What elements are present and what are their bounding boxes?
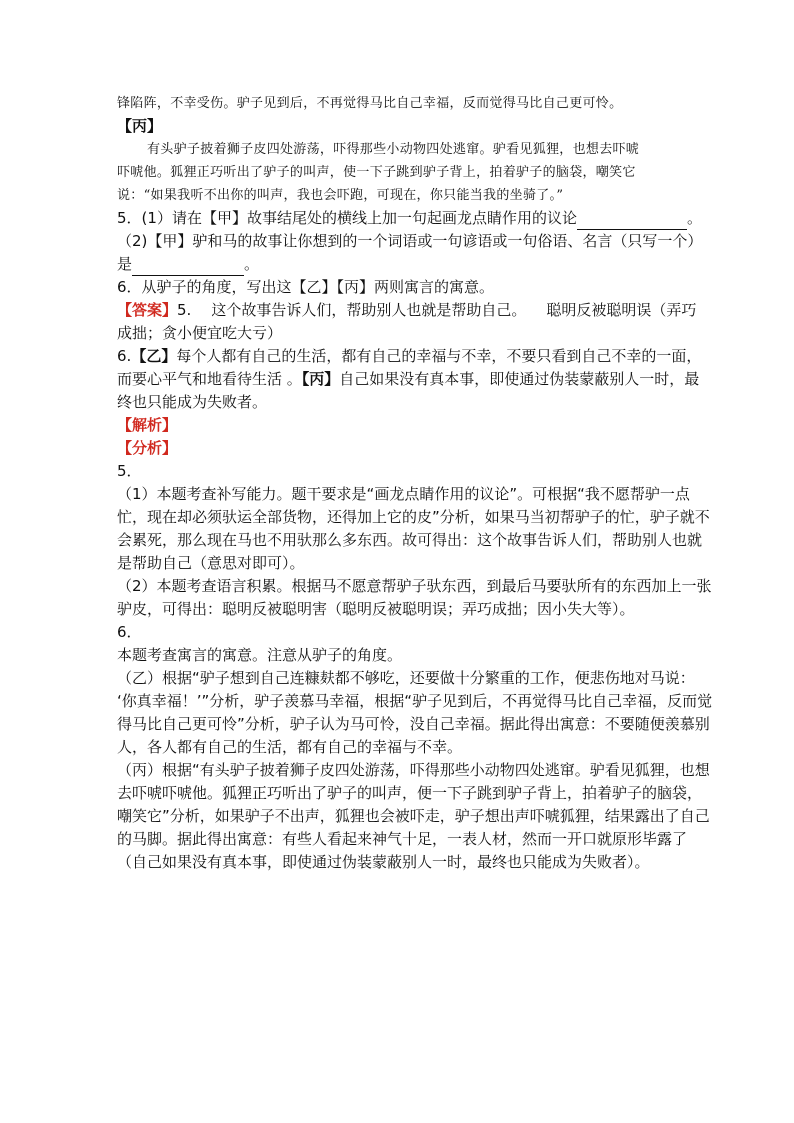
bing-line-2: 吓唬他。狐狸正巧听出了驴子的叫声，使一下子跳到驴子背上，拍着驴子的脑袋，嘲笑它 bbox=[117, 165, 636, 180]
analysis-p5-line-4: 的马脚。据此得出寓意：有些人看起来神气十足，一表人材，然而一开口就原形毕露了 bbox=[117, 830, 688, 848]
answer-6-text-2b: 自己如果没有真本事，即使通过伪装蒙蔽别人一时，最 bbox=[339, 370, 700, 388]
analysis-p5-line-5: （自己如果没有真本事，即使通过伪装蒙蔽别人一时，最终也只能成为失败者）。 bbox=[117, 853, 650, 871]
answer-6-line-1 bbox=[117, 345, 702, 368]
analysis-p2-line-2: 驴皮，可得出：聪明反被聪明害（聪明反被聪明误；弄巧成拙；因小失大等）。 bbox=[117, 600, 635, 618]
analysis-p4-line-4: 人，各人都有自己的生活，都有自己的幸福与不幸。 bbox=[117, 738, 463, 756]
analysis-p1-line-4: 是帮助自己（意思对即可）。 bbox=[117, 554, 305, 572]
analysis-p1-line-3: 会累死，那么现在马也不用驮那么多东西。故可得出：这个故事告诉人们，帮助别人也就 bbox=[117, 531, 703, 549]
answer-5-continued: 成拙；贪小便宜吃大亏） bbox=[117, 324, 283, 342]
answer-5-part-2: 聪明反被聪明误（弄巧 bbox=[546, 301, 697, 319]
question-6: 6．从驴子的角度，写出这【乙】【丙】两则寓言的寓意。 bbox=[117, 278, 495, 296]
answer-6-line-3: 终也只能成为失败者。 bbox=[117, 393, 268, 411]
question-5-1 bbox=[117, 207, 702, 230]
analysis-p4-line-3: 得马比自己更可怜”分析，驴子认为马可怜，没自己幸福。据此得出寓意：不要随便羡慕别 bbox=[117, 715, 710, 733]
document-page bbox=[117, 92, 713, 874]
answer-5-part-1: 这个故事告诉人们，帮助别人也就是帮助自己。 bbox=[211, 301, 527, 319]
answer-blank-5-2[interactable] bbox=[132, 259, 244, 276]
analysis-label: 【解析】 bbox=[117, 416, 178, 434]
answer-5-number: 5. bbox=[177, 301, 192, 319]
bing-line-1: 有头驴子披着狮子皮四处游荡，吓得那些小动物四处逃窜。驴看见狐狸，也想去吓唬 bbox=[147, 142, 640, 157]
analysis-5-number: 5． bbox=[117, 462, 142, 480]
analysis-p1-line-2: 忙，现在却必须驮运全部货物，还得加上它的皮”分析，如果马当初帮驴子的忙，驴子就不 bbox=[117, 508, 710, 526]
analysis-p3: 本题考查寓言的寓意。注意从驴子的角度。 bbox=[117, 646, 403, 664]
analysis-p5-line-1: （丙）根据“有头驴子披着狮子皮四处游荡，吓得那些小动物四处逃窜。驴看见狐狸，也想 bbox=[117, 761, 710, 779]
answer-6-bing-label: 【丙】 bbox=[301, 370, 340, 388]
analysis-p4-line-1: （乙）根据“驴子想到自己连糠麸都不够吃，还要做十分繁重的工作，便悲伤地对马说： bbox=[117, 669, 695, 687]
answer-5 bbox=[117, 299, 697, 322]
question-5-1-end: 。 bbox=[686, 209, 702, 227]
passage-line: 锋陷阵，不幸受伤。驴子见到后，不再觉得马比自己幸福，反而觉得马比自己更可怜。 bbox=[117, 96, 623, 111]
analysis-p2-line-1: （2）本题考查语言积累。根据马不愿意帮驴子驮东西，到最后马要驮所有的东西加上一张 bbox=[117, 577, 712, 595]
analysis-6-number: 6． bbox=[117, 623, 142, 641]
question-5-2-end: 。 bbox=[244, 255, 260, 273]
question-5-2: （2)【甲】驴和马的故事让你想到的一个词语或一句谚语或一句俗语、名言（只写一个） bbox=[117, 232, 703, 250]
answer-6-line-2 bbox=[117, 368, 700, 391]
answer-6-text-1: 每个人都有自己的生活，都有自己的幸福与不幸，不要只看到自己不幸的一面， bbox=[176, 347, 702, 365]
answer-label: 【答案】 bbox=[117, 301, 178, 319]
answer-6-text-2a: 而要心平气和地看待生活 。 bbox=[117, 370, 302, 388]
answer-blank-5-1[interactable] bbox=[577, 213, 687, 230]
analysis-sub-label: 【分析】 bbox=[117, 439, 178, 457]
bing-line-3: 说：“如果我听不出你的叫声，我也会吓跑，可现在，你只能当我的坐骑了。” bbox=[117, 188, 564, 203]
analysis-p5-line-3: 嘲笑它”分析，如果驴子不出声，狐狸也会被吓走，驴子想出声吓唬狐狸，结果露出了自己 bbox=[117, 807, 710, 825]
question-5-2-prefix: 是 bbox=[117, 255, 133, 273]
analysis-p1-line-1: （1）本题考查补写能力。题干要求是“画龙点睛作用的议论”。可根据“我不愿帮驴一点 bbox=[117, 485, 690, 503]
answer-6-yi-label: 【乙】 bbox=[131, 347, 177, 365]
bing-heading: 【丙】 bbox=[117, 117, 163, 135]
analysis-p5-line-2: 去吓唬吓唬他。狐狸正巧听出了驴子的叫声，便一下子跳到驴子背上，拍着驴子的脑袋， bbox=[117, 784, 703, 802]
question-5-2-answer bbox=[117, 253, 677, 276]
analysis-p4-line-2: ‘你真幸福！’”分析，驴子羡慕马幸福，根据“驴子见到后，不再觉得马比自己幸福，反而觉 bbox=[117, 692, 713, 710]
answer-6-prefix: 6. bbox=[117, 347, 132, 365]
question-5-1-text: 5．(1）请在【甲】故事结尾处的横线上加一句起画龙点睛作用的议论 bbox=[117, 209, 577, 227]
